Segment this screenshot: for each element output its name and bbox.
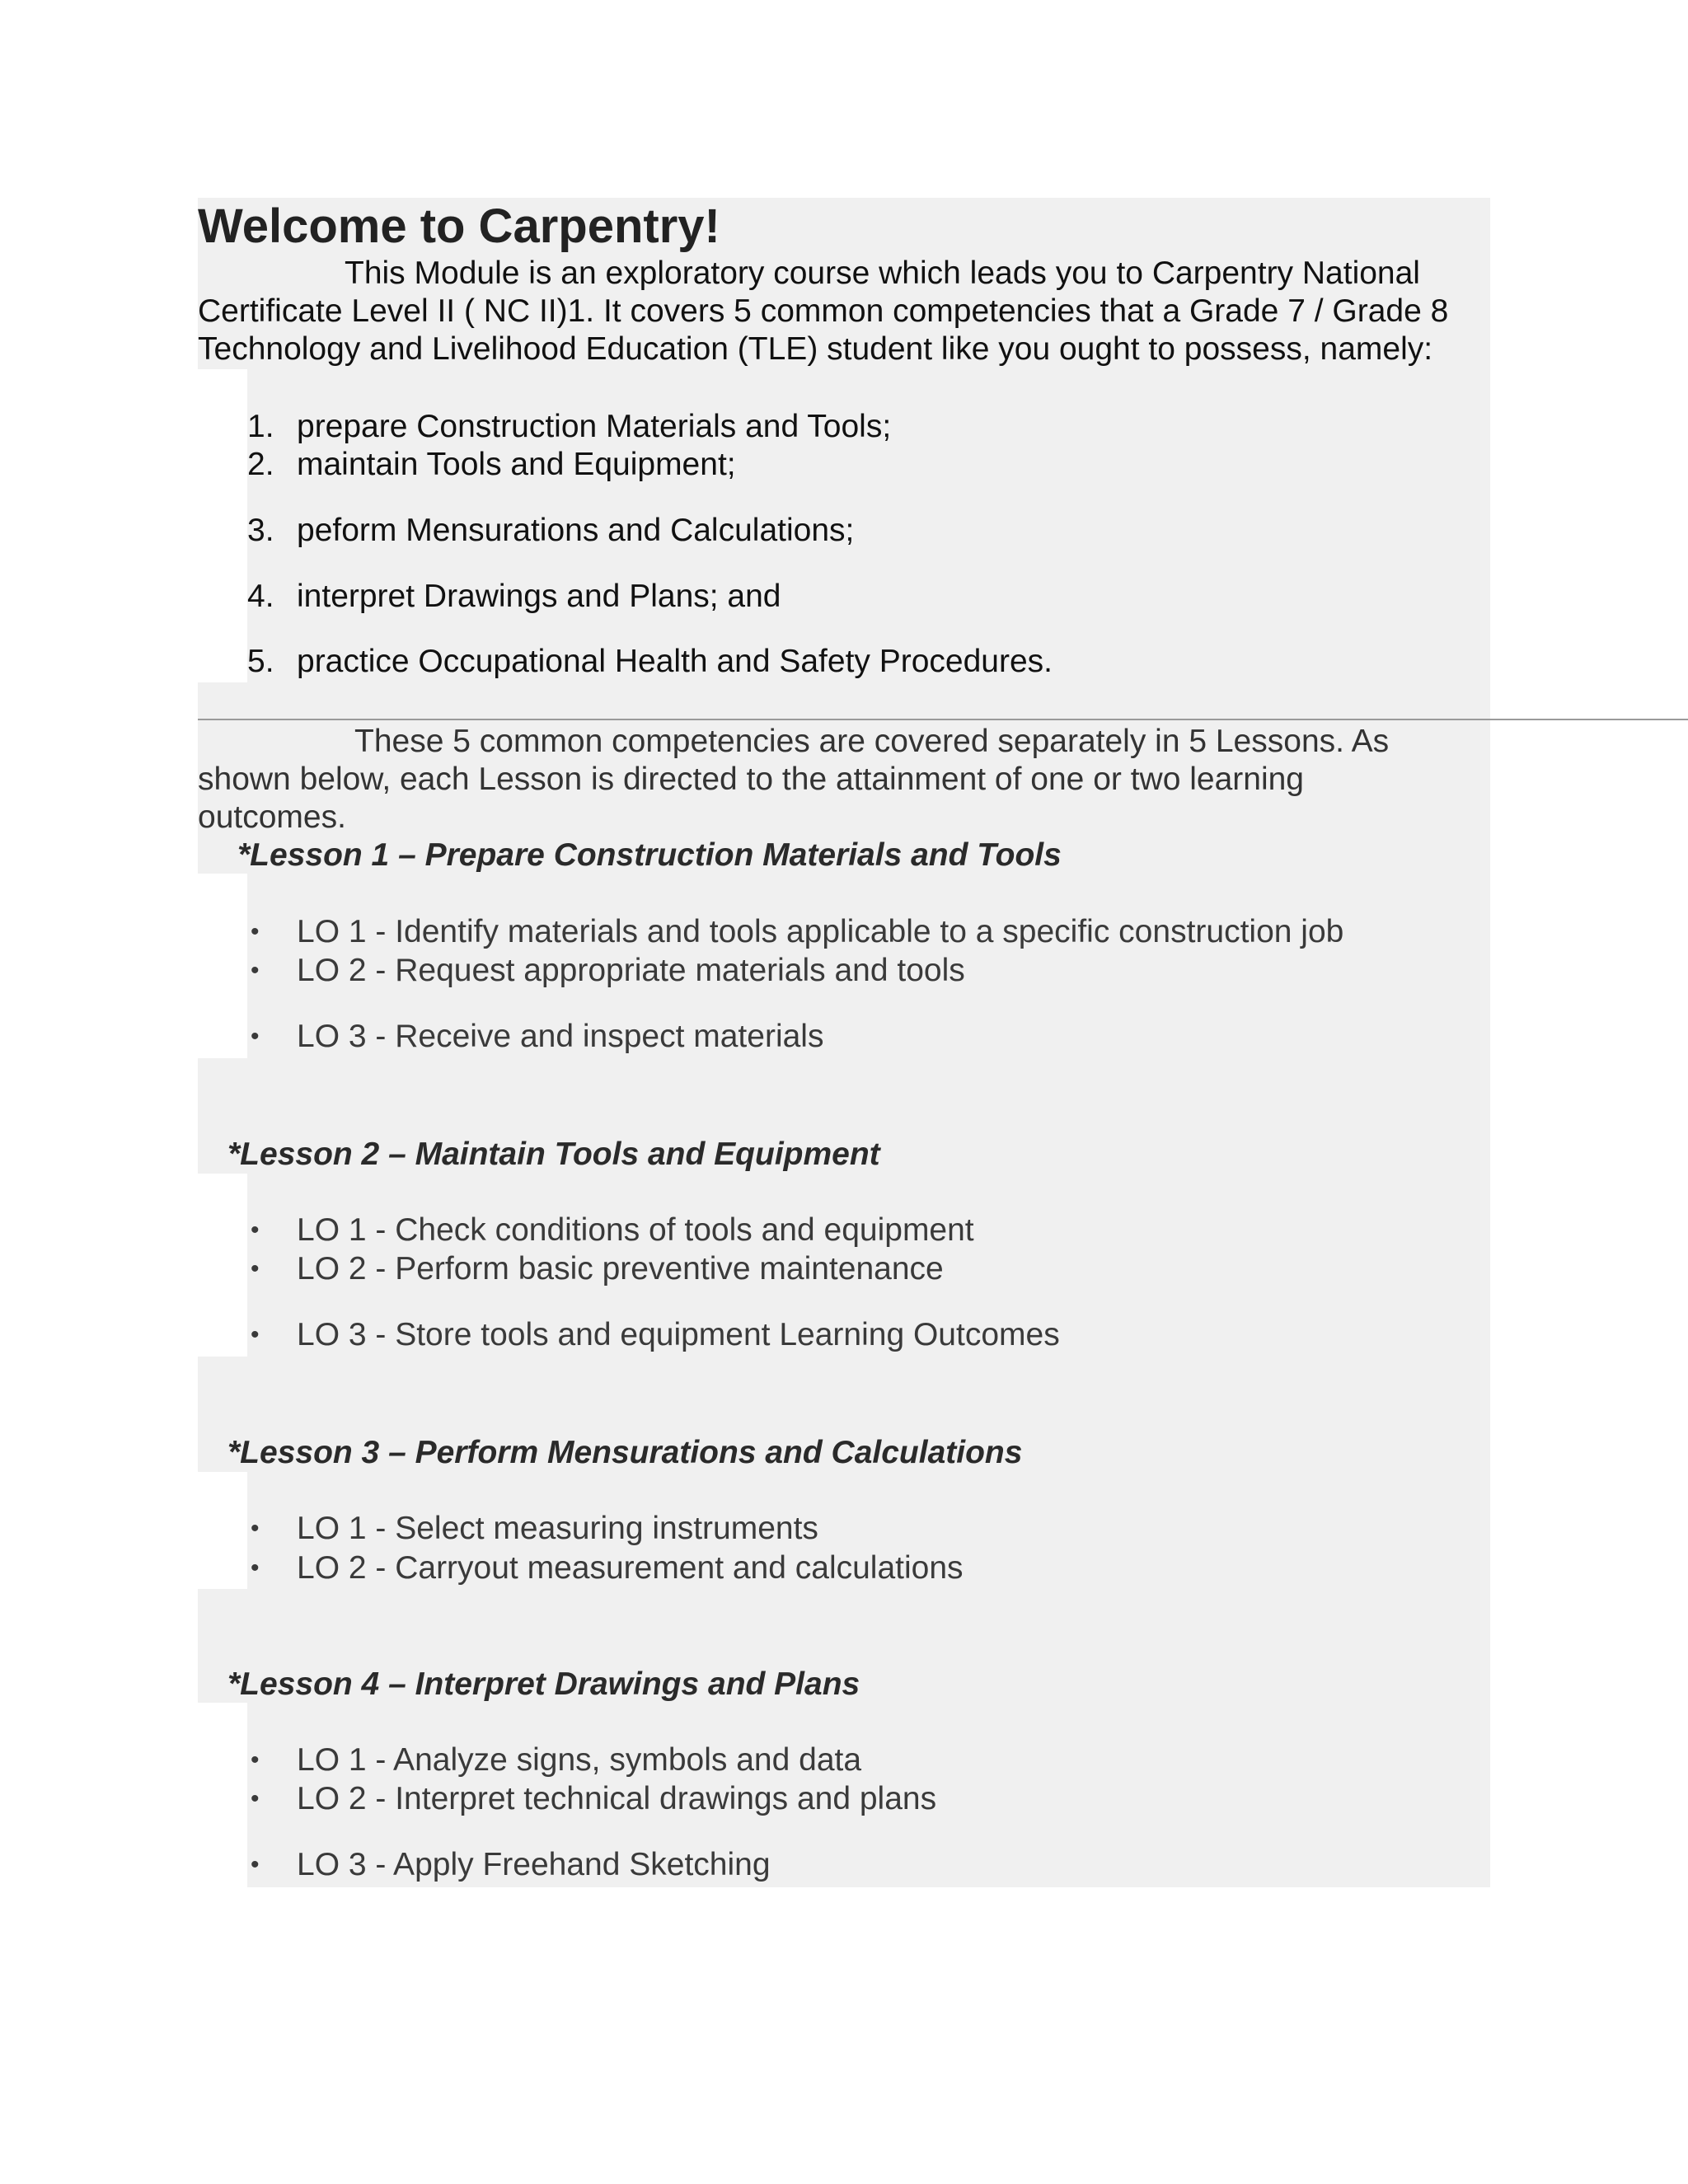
intro-line-3: Technology and Livelihood Education (TLE) student like you ought to possess, namely: [198,331,1433,367]
outcome-text: LO 3 - Receive and inspect materials [297,1019,824,1054]
list-item [247,1846,771,1884]
list-item [247,913,1343,951]
list-item [247,1018,823,1056]
bullet-icon: • [251,1746,260,1774]
outcome-text: LO 1 - Check conditions of tools and equipment [297,1212,974,1248]
competency-number: 4. [247,579,274,614]
bullet-icon: • [251,1515,260,1542]
lesson-heading: *Lesson 2 – Maintain Tools and Equipment [227,1137,880,1172]
bullet-icon: • [251,1023,260,1050]
competency-number: 5. [247,644,274,679]
list-item [247,1316,1060,1354]
bullet-icon: • [251,1255,260,1282]
outcome-text: LO 3 - Store tools and equipment Learning Outcomes [297,1317,1060,1352]
competency-text: peform Mensurations and Calculations; [297,513,855,548]
lesson-heading: *Lesson 1 – Prepare Construction Materials and Tools [237,837,1062,873]
competency-item [247,512,854,550]
intro-paragraph [198,255,1492,368]
competency-item [247,643,1053,681]
competency-number: 1. [247,409,274,444]
overview-line-2: shown below, each Lesson is directed to the attainment of one or two learning [198,762,1304,797]
list-item [247,1212,974,1249]
competency-item [247,446,736,484]
list-item [247,952,965,990]
bullet-icon: • [251,1554,260,1582]
list-item [247,1250,944,1288]
bullet-icon: • [251,1851,260,1878]
horizontal-divider [198,719,1688,720]
list-item [247,1741,861,1779]
bullet-icon: • [251,1785,260,1812]
outcome-text: LO 1 - Identify materials and tools applicable to a specific construction job [297,914,1344,949]
bullet-icon: • [251,1321,260,1348]
competency-text: practice Occupational Health and Safety Procedures. [297,644,1053,679]
outcome-text: LO 3 - Apply Freehand Sketching [297,1847,771,1882]
list-item [247,1780,936,1818]
competency-number: 3. [247,513,274,548]
overview-line-3: outcomes. [198,799,346,835]
competency-item [247,578,781,616]
outcome-text: LO 1 - Select measuring instruments [297,1511,818,1546]
lesson-heading: *Lesson 3 – Perform Mensurations and Calculations [227,1435,1023,1470]
competency-number: 2. [247,447,274,482]
bullet-icon: • [251,957,260,984]
intro-line-1: This Module is an exploratory course which leads you to Carpentry National [345,255,1420,291]
list-item [247,1549,964,1587]
lesson-heading: *Lesson 4 – Interpret Drawings and Plans [227,1666,860,1702]
list-item [247,1510,818,1548]
competency-item [247,408,891,446]
outcome-text: LO 2 - Carryout measurement and calculations [297,1550,964,1586]
bullet-icon: • [251,918,260,945]
outcome-text: LO 1 - Analyze signs, symbols and data [297,1742,862,1778]
intro-line-2: Certificate Level II ( NC II)1. It covers 5 common competencies that a Grade 7 / Grade 8 [198,293,1449,329]
competency-text: prepare Construction Materials and Tools; [297,409,892,444]
competency-text: maintain Tools and Equipment; [297,447,736,482]
page-title: Welcome to Carpentry! [198,199,720,253]
outcome-text: LO 2 - Request appropriate materials and tools [297,953,965,988]
outcome-text: LO 2 - Perform basic preventive maintenance [297,1251,944,1286]
competency-text: interpret Drawings and Plans; and [297,579,781,614]
overview-line-1: These 5 common competencies are covered separately in 5 Lessons. As [354,724,1390,759]
overview-paragraph [198,723,1492,837]
bullet-icon: • [251,1216,260,1244]
outcome-text: LO 2 - Interpret technical drawings and plans [297,1781,937,1816]
